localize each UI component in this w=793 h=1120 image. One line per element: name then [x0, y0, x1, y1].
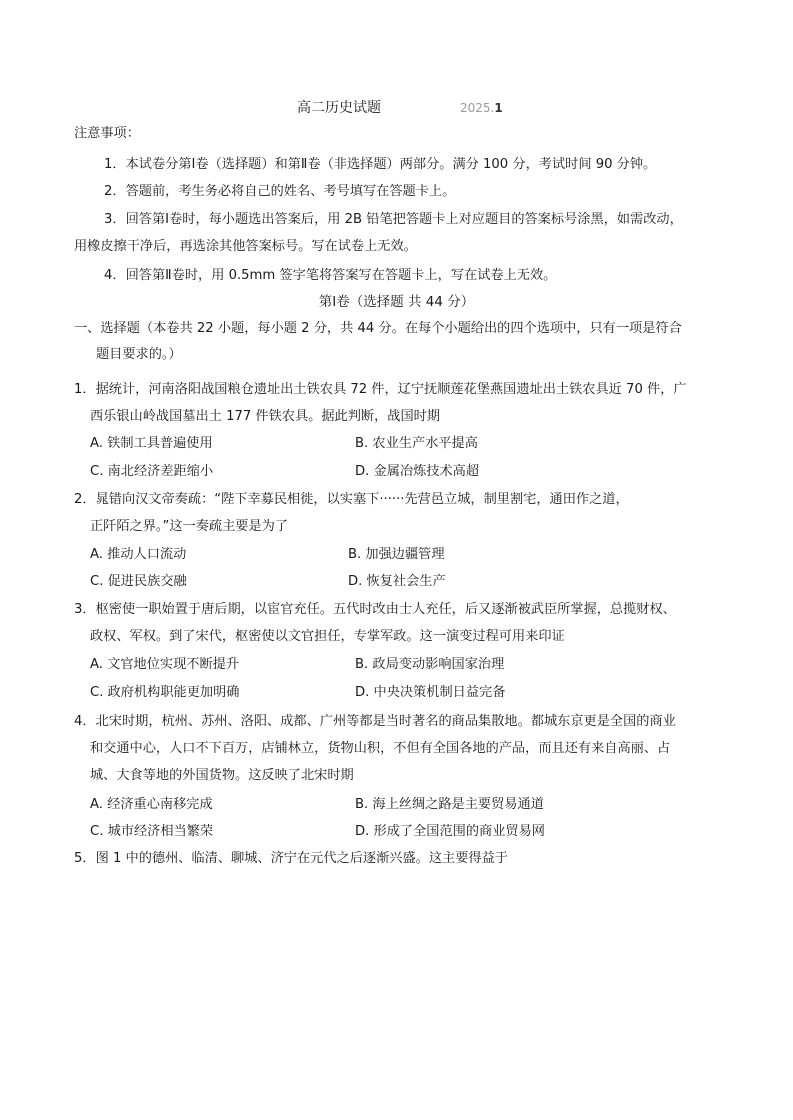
question-stem: 3．枢密使一职始置于唐后期，以宦官充任。五代时改由士人充任，后又逐渐被武臣所掌握，总揽财权、 — [74, 602, 676, 617]
option-b: B. 加强边疆管理 — [348, 547, 445, 562]
option-a: A. 文官地位实现不断提升 — [90, 657, 240, 672]
notice-heading: 注意事项： — [74, 126, 140, 141]
option-b: B. 农业生产水平提高 — [355, 436, 478, 451]
option-b: B. 海上丝绸之路是主要贸易通道 — [355, 797, 544, 812]
exam-date — [460, 98, 503, 118]
notice-item: 4．回答第Ⅱ卷时，用 0.5mm 签字笔将答案写在答题卡上，写在试卷上无效。 — [104, 268, 557, 283]
question-stem: 正阡陌之界。”这一奏疏主要是为了 — [90, 519, 289, 534]
notice-item: 2．答题前，考生务必将自己的姓名、考号填写在答题卡上。 — [104, 184, 456, 199]
exam-title: 高二历史试题 — [297, 100, 381, 116]
exam-date-suffix: 1 — [494, 101, 503, 115]
option-b: B. 政局变动影响国家治理 — [355, 657, 505, 672]
option-a: A. 推动人口流动 — [90, 547, 187, 562]
question-stem: 和交通中心，人口不下百万，店铺林立，货物山积，不但有全国各地的产品，而且还有来自高丽、占 — [90, 741, 671, 756]
option-d: D. 形成了全国范围的商业贸易网 — [355, 824, 545, 839]
option-a: A. 铁制工具普遍使用 — [90, 436, 213, 451]
option-c: C. 南北经济差距缩小 — [90, 464, 214, 479]
question-stem: 1．据统计，河南洛阳战国粮仓遗址出土铁农具 72 件，辽宁抚顺莲花堡燕国遗址出土铁农具近 70 件，广 — [74, 382, 687, 397]
section-instruction: 题目要求的。） — [96, 347, 182, 362]
question-stem: 2．晁错向汉文帝奏疏：“陛下幸募民相徙，以实塞下······先营邑立城，制里割宅，通田作之道， — [74, 492, 629, 507]
question-stem: 城、大食等地的外国货物。这反映了北宋时期 — [90, 768, 354, 783]
question-stem: 西乐银山岭战国墓出土 177 件铁农具。据此判断，战国时期 — [90, 409, 441, 424]
section-instruction: 一、选择题（本卷共 22 小题，每小题 2 分，共 44 分。在每个小题给出的四个选项中，只有一项是符合 — [74, 321, 682, 336]
question-stem: 5．图 1 中的德州、临清、聊城、济宁在元代之后逐渐兴盛。这主要得益于 — [74, 851, 508, 866]
section-title: 第Ⅰ卷（选择题 共 44 分） — [318, 294, 475, 310]
option-d: D. 恢复社会生产 — [348, 574, 446, 589]
option-c: C. 城市经济相当繁荣 — [90, 824, 214, 839]
option-c: C. 促进民族交融 — [90, 574, 187, 589]
option-d: D. 金属冶炼技术高超 — [355, 464, 480, 479]
notice-item: 1．本试卷分第Ⅰ卷（选择题）和第Ⅱ卷（非选择题）两部分。满分 100 分，考试时间 90 分钟。 — [104, 157, 657, 172]
notice-item: 用橡皮擦干净后，再选涂其他答案标号。写在试卷上无效。 — [74, 239, 417, 254]
exam-header — [0, 98, 793, 118]
question-stem: 政权、军权。到了宋代，枢密使以文官担任，专掌军政。这一演变过程可用来印证 — [90, 629, 565, 644]
option-c: C. 政府机构职能更加明确 — [90, 685, 240, 700]
notice-item: 3．回答第Ⅰ卷时，每小题选出答案后，用 2B 铅笔把答题卡上对应题目的答案标号涂黑，如需改动， — [104, 212, 683, 227]
option-d: D. 中央决策机制日益完备 — [355, 685, 506, 700]
exam-date-prefix: 2025. — [460, 101, 495, 115]
question-stem: 4．北宋时期，杭州、苏州、洛阳、成都、广州等都是当时著名的商品集散地。都城东京更是全国的商业 — [74, 714, 676, 729]
option-a: A. 经济重心南移完成 — [90, 797, 213, 812]
